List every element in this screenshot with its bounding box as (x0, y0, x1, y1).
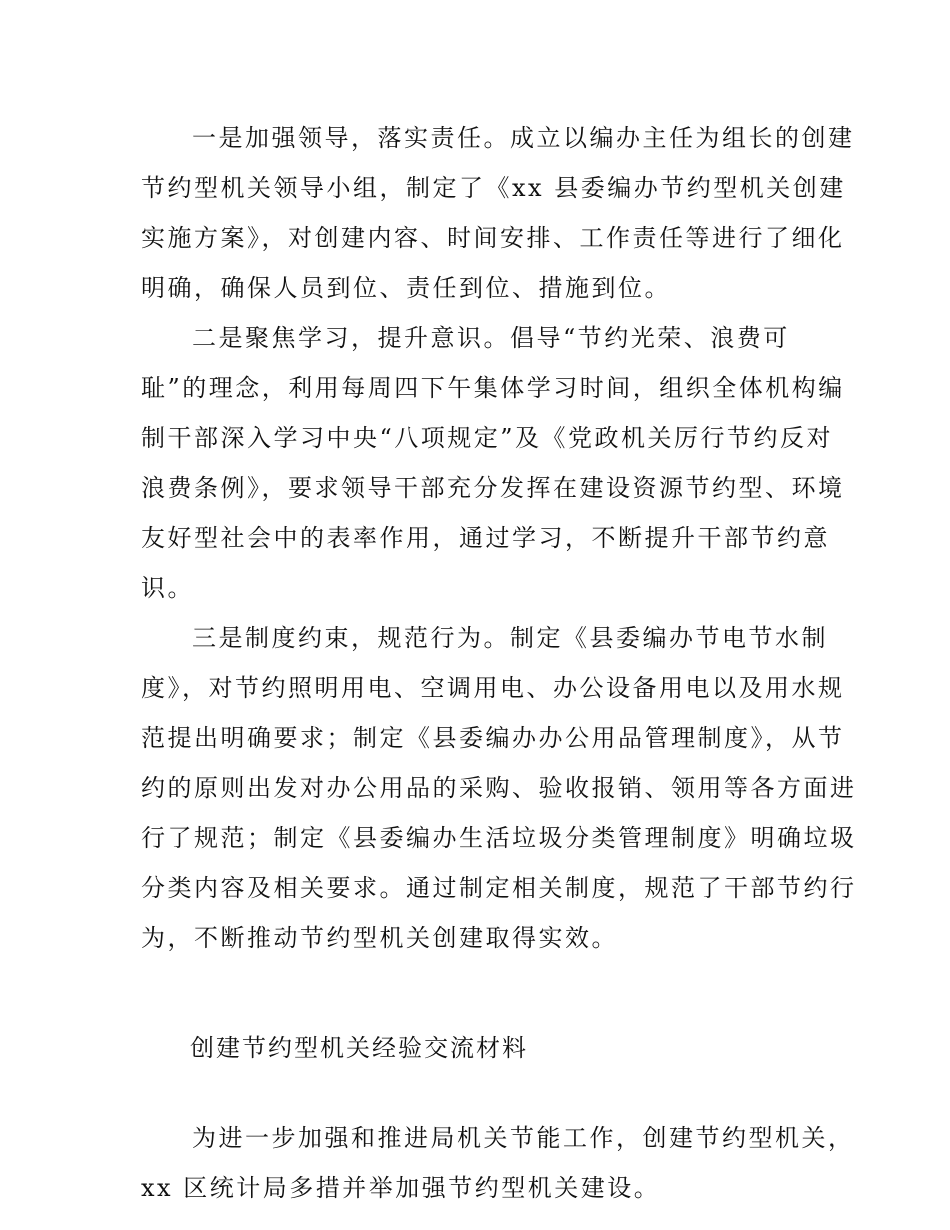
paragraph-line: 制干部深入学习中央“八项规定”及《党政机关厉行节约反对 (141, 424, 834, 452)
paragraph-line: 约的原则出发对办公用品的采购、验收报销、领用等各方面进 (141, 774, 857, 802)
paragraph-line: 实施方案》，对创建内容、时间安排、工作责任等进行了细化 (141, 224, 845, 252)
paragraph-line: 识。 (141, 574, 194, 602)
paragraph-line: 分类内容及相关要求。通过制定相关制度，规范了干部节约行 (141, 874, 857, 902)
section-title: 创建节约型机关经验交流材料 (190, 1034, 528, 1062)
paragraph-line: 行了规范；制定《县委编办生活垃圾分类管理制度》明确垃圾 (141, 824, 857, 852)
paragraph-line: 二是聚焦学习，提升意识。倡导“节约光荣、浪费可 (192, 324, 790, 352)
paragraph-line: 为，不断推动节约型机关创建取得实效。 (141, 924, 618, 952)
paragraph-line: 耻”的理念，利用每周四下午集体学习时间，组织全体机构编 (141, 374, 845, 402)
paragraph-line: 度》，对节约照明用电、空调用电、办公设备用电以及用水规 (141, 674, 845, 702)
paragraph-line: xx 区统计局多措并举加强节约型机关建设。 (141, 1174, 661, 1202)
paragraph-line: 为进一步加强和推进局机关节能工作，创建节约型机关， (192, 1124, 855, 1152)
paragraph-line: 三是制度约束，规范行为。制定《县委编办节电节水制 (192, 624, 828, 652)
paragraph-line: 明确，确保人员到位、责任到位、措施到位。 (141, 274, 671, 302)
paragraph-line: 一是加强领导，落实责任。成立以编办主任为组长的创建 (192, 124, 855, 152)
paragraph-line: 友好型社会中的表率作用，通过学习，不断提升干部节约意 (141, 524, 830, 552)
paragraph-line: 浪费条例》，要求领导干部充分发挥在建设资源节约型、环境 (141, 474, 845, 502)
paragraph-line: 节约型机关领导小组，制定了《xx 县委编办节约型机关创建 (141, 174, 846, 202)
paragraph-line: 范提出明确要求；制定《县委编办办公用品管理制度》，从节 (141, 724, 845, 752)
